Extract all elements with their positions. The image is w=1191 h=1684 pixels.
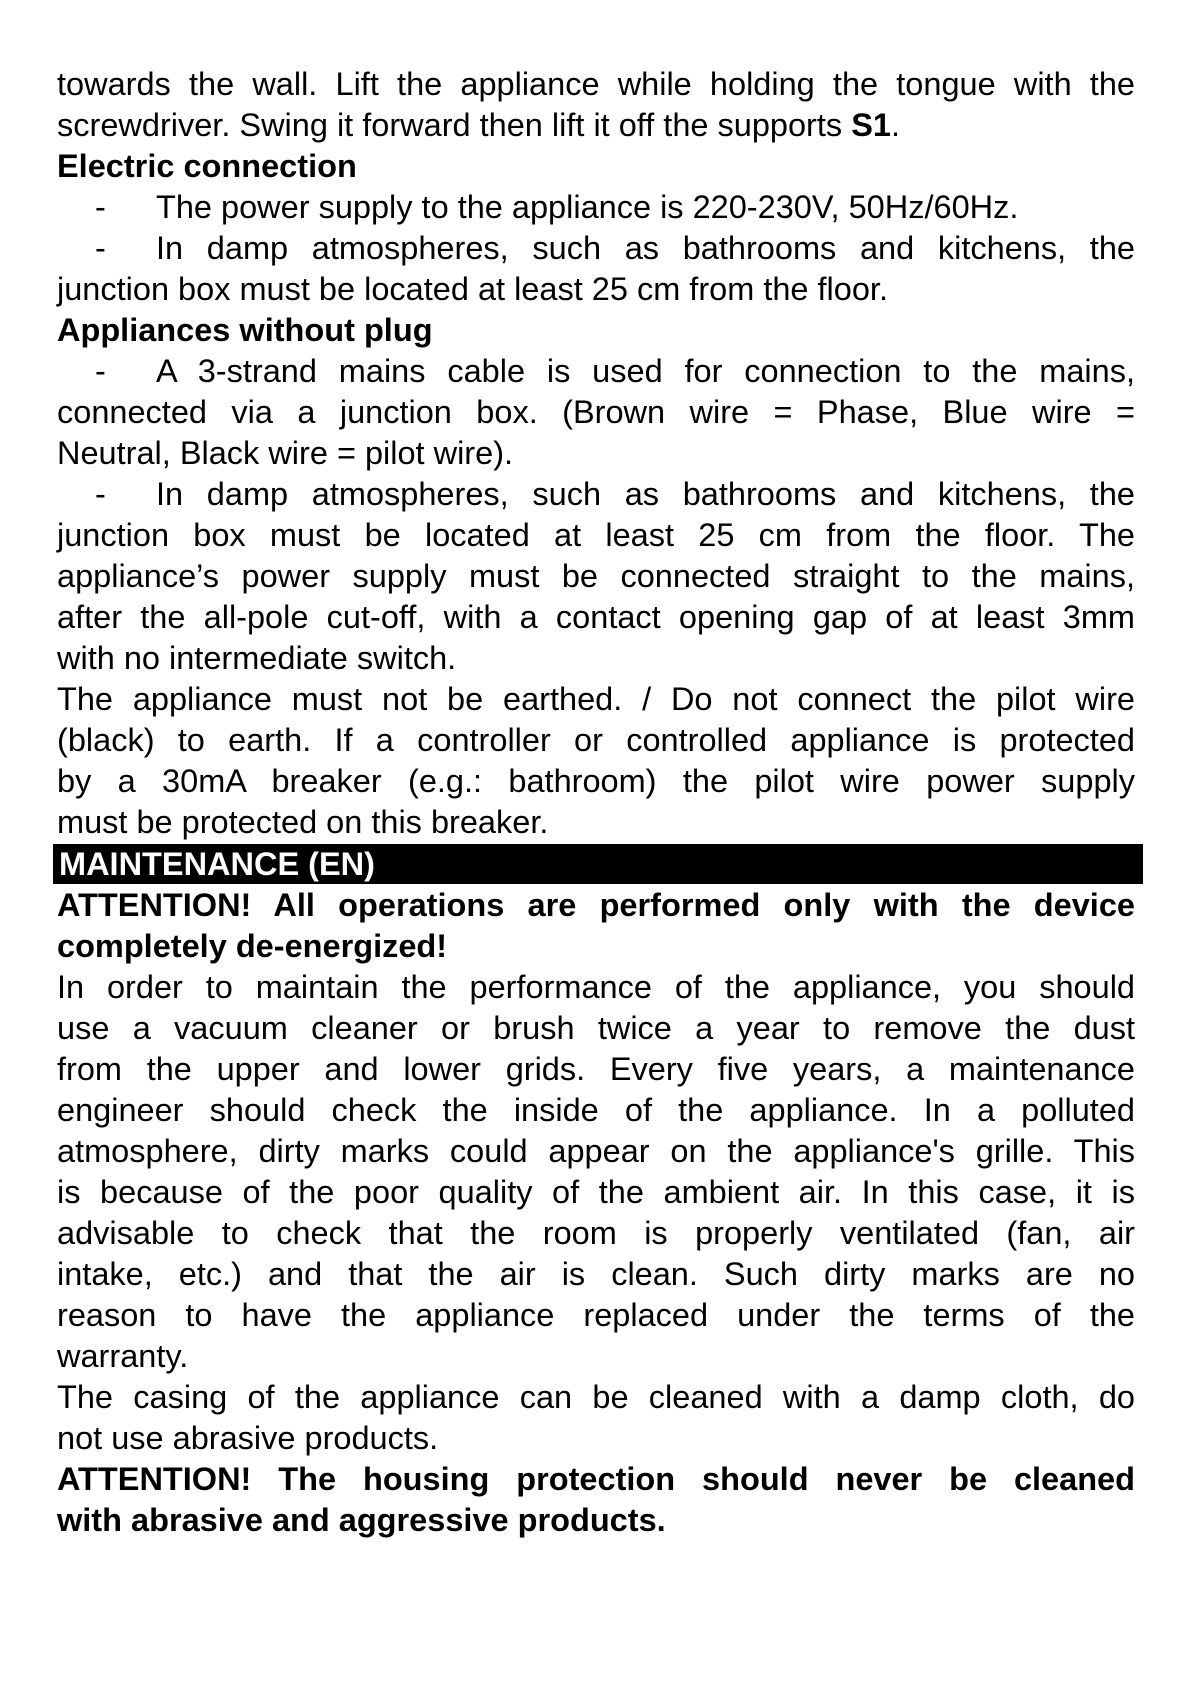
bullet-text: The power supply to the appliance is 220-230V, 50Hz/60Hz. [156, 189, 1019, 225]
intro-line [57, 105, 900, 146]
intro-text: screwdriver. Swing it forward then lift it off the supports [57, 107, 852, 143]
paragraph-line: by a 30mA breaker (e.g.: bathroom) the pilot wire power supply [57, 763, 1135, 799]
section-heading-electric-connection: Electric connection [57, 148, 357, 184]
paragraph-line: from the upper and lower grids. Every five years, a maintenance [57, 1051, 1135, 1087]
bullet-text: with no intermediate switch. [57, 640, 457, 676]
paragraph-line: not use abrasive products. [57, 1420, 439, 1456]
bullet-marker: - [95, 230, 106, 266]
section-heading-appliances-without-plug: Appliances without plug [57, 312, 433, 348]
bullet-text: connected via a junction box. (Brown wire = Phase, Blue wire = [57, 394, 1135, 430]
paragraph-line: warranty. [57, 1338, 189, 1374]
paragraph-line: The casing of the appliance can be cleaned with a damp cloth, do [57, 1379, 1135, 1415]
intro-line: towards the wall. Lift the appliance while holding the tongue with the [57, 66, 1135, 102]
paragraph-line: intake, etc.) and that the air is clean. Such dirty marks are no [57, 1256, 1135, 1292]
bullet-text: after the all-pole cut-off, with a contact opening gap of at least 3mm [57, 599, 1135, 635]
bullet-text: junction box must be located at least 25 cm from the floor. [57, 271, 888, 307]
paragraph-line: use a vacuum cleaner or brush twice a year to remove the dust [57, 1010, 1135, 1046]
paragraph-line: advisable to check that the room is properly ventilated (fan, air [57, 1215, 1135, 1251]
paragraph-line: reason to have the appliance replaced under the terms of the [57, 1297, 1135, 1333]
bullet-text: appliance’s power supply must be connected straight to the mains, [57, 558, 1135, 594]
bullet-marker: - [95, 189, 106, 225]
support-label: S1 [851, 107, 891, 143]
intro-period: . [890, 107, 900, 143]
attention-warning: completely de-energized! [57, 928, 448, 964]
paragraph-line: In order to maintain the performance of the appliance, you should [57, 969, 1135, 1005]
paragraph-line: engineer should check the inside of the appliance. In a polluted [57, 1092, 1135, 1128]
attention-warning: with abrasive and aggressive products. [57, 1502, 666, 1538]
bullet-text: A 3-strand mains cable is used for connection to the mains, [156, 353, 1135, 389]
bullet-text: In damp atmospheres, such as bathrooms and kitchens, the [156, 230, 1135, 266]
attention-warning: ATTENTION! The housing protection should never be cleaned [57, 1461, 1135, 1497]
paragraph-line: must be protected on this breaker. [57, 804, 549, 840]
paragraph-line: atmosphere, dirty marks could appear on the appliance's grille. This [57, 1133, 1135, 1169]
paragraph-line: (black) to earth. If a controller or controlled appliance is protected [57, 722, 1135, 758]
bullet-marker: - [95, 476, 106, 512]
bullet-text: Neutral, Black wire = pilot wire). [57, 435, 514, 471]
attention-warning: ATTENTION! All operations are performed only with the device [57, 887, 1135, 923]
maintenance-section-banner: MAINTENANCE (EN) [53, 844, 1143, 884]
paragraph-line: is because of the poor quality of the ambient air. In this case, it is [57, 1174, 1135, 1210]
bullet-marker: - [95, 353, 106, 389]
bullet-text: junction box must be located at least 25 cm from the floor. The [57, 517, 1135, 553]
paragraph-line: The appliance must not be earthed. / Do not connect the pilot wire [57, 681, 1135, 717]
bullet-text: In damp atmospheres, such as bathrooms and kitchens, the [156, 476, 1135, 512]
